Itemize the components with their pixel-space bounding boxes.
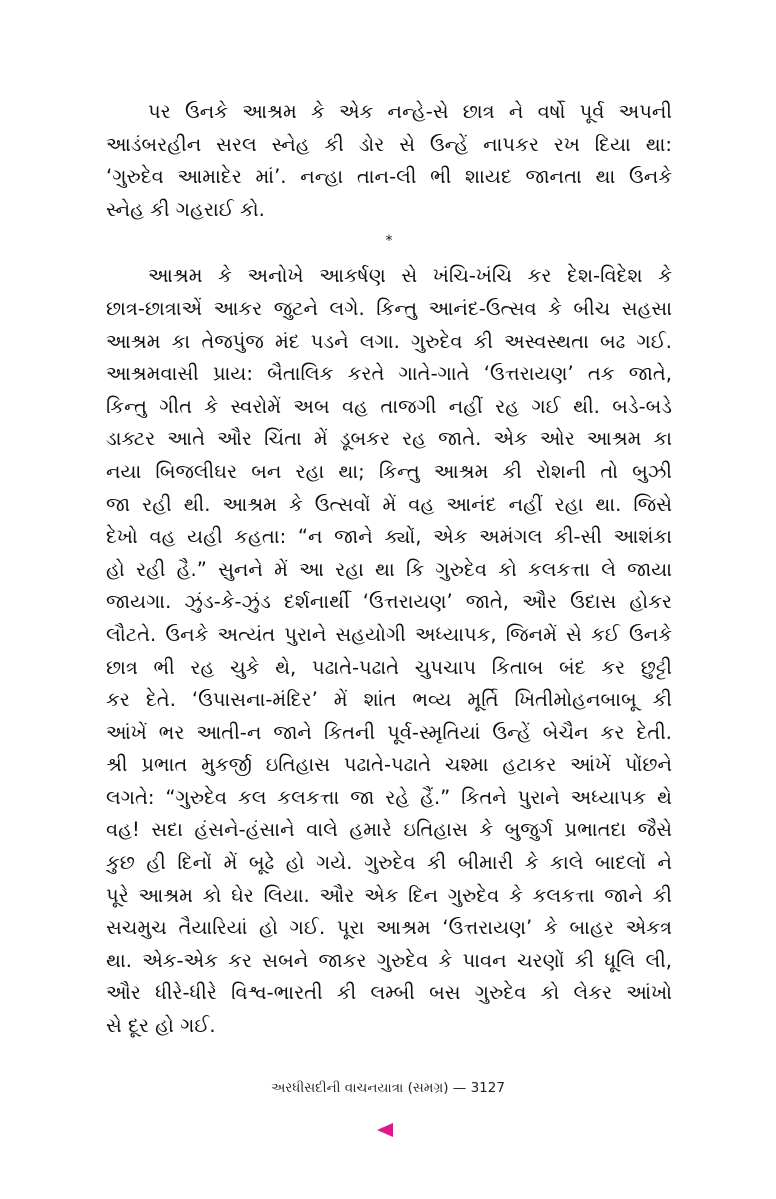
text-line: જાયગા. ઝુંડ-કે-ઝુંડ દર્શનાર્થી ‘ઉત્તરાયણ’ જાતે, ઔર ઉદાસ હોકર xyxy=(106,590,672,614)
text-line: ‘ગુરુદેવ આમાદેર માં’. નન્હા તાન-લી ભી શાયદ જાનતા થા ઉનકે xyxy=(106,165,672,189)
text-line: પર ઉનકે આશ્રમ કે એક નન્હે-સે છાત્ર ને વર્ષો પૂર્વ અપની xyxy=(148,100,672,123)
text-line: સ્નેહ કી ગહરાઈ કો. xyxy=(106,197,265,221)
text-line: નયા બિજલીઘર બન રહા થા; કિન્તુ આશ્રમ કી રોશની તો બુઝી xyxy=(106,459,672,483)
text-line: લગતે: “ગુરુદેવ કલ કલકત્તા જા રહે હૈં.” કિતને પુરાને અધ્યાપક થે xyxy=(106,785,672,809)
page-footer: અરધીસદીની વાચનયાત્રા (સમગ્ર) — 3127 xyxy=(271,1080,505,1096)
text-line: કિન્તુ ગીત કે સ્વરોમેં અબ વહ તાજગી નહીં રહ ગઈ થી. બડે-બડે xyxy=(106,394,672,418)
text-line: થા. એક-એક કર સબને જાકર ગુરુદેવ કે પાવન ચરણોં કી ધૂલિ લી, xyxy=(106,948,672,972)
text-line: પૂરે આશ્રમ કો ઘેર લિયા. ઔર એક દિન ગુરુદેવ કે કલકત્તા જાને કી xyxy=(106,883,672,907)
text-line: દેખો વહ યહી કહતા: “ન જાને ક્યોં, એક અમંગલ કી-સી આશંકા xyxy=(106,525,672,549)
text-line: સે દૂર હો ગઈ. xyxy=(106,1014,216,1038)
text-line: ડાક્ટર આતે ઔર ચિંતા મેં ડૂબકર રહ જાતે. એક ઓર આશ્રમ કા xyxy=(106,427,672,451)
text-line: આશ્રમ કા તેજપુંજ મંદ પડને લગા. ગુરુદેવ કી અસ્વસ્થતા બઢ ગઈ. xyxy=(106,329,672,353)
text-line: હો રહી હૈ.” સુનને મેં આ રહા થા કિ ગુરુદેવ કો કલકત્તા લે જાયા xyxy=(106,557,672,581)
text-line: છાત્ર ભી રહ ચુકે થે, પઢાતે-પઢાતે ચુપચાપ કિતાબ બંદ કર છુટ્ટી xyxy=(106,655,672,679)
page-body xyxy=(106,96,672,1043)
text-line: વહ! સદા હંસને-હંસાને વાલે હમારે ઇતિહાસ કે બુજુર્ગ પ્રભાતદા જૈસે xyxy=(106,818,672,842)
text-line: કર દેતે. ‘ઉપાસના-મંદિર’ મેં શાંત ભવ્ય મૂર્તિ ખિતીમોહનબાબૂ કી xyxy=(106,688,672,712)
text-line: લૌટતે. ઉનકે અત્યંત પુરાને સહયોગી અધ્યાપક, જિનમેં સે કઈ ઉનકે xyxy=(106,622,672,646)
section-separator: * xyxy=(385,233,393,250)
text-line: આડંબરહીન સરલ સ્નેહ કી ડોર સે ઉન્હેં નાપકર રખ દિયા થા: xyxy=(106,132,672,156)
text-line: કુછ હી દિનોં મેં બૂઢે હો ગયે. ગુરુદેવ કી બીમારી કે કાલે બાદલોં ને xyxy=(106,851,672,875)
paragraph-1 xyxy=(106,96,672,226)
text-line: જા રહી થી. આશ્રમ કે ઉત્સવોં મેં વહ આનંદ નહીં રહા થા. જિસે xyxy=(106,492,672,516)
text-line: આંખેં ભર આતી-ન જાને કિતની પૂર્વ-સ્મૃતિયાં ઉન્હેં બેચૈન કર દેતી. xyxy=(106,720,672,744)
text-line: ઔર ધીરે-ધીરે વિશ્વ-ભારતી કી લમ્બી બસ ગુરુદેવ કો લેકર આંખો xyxy=(106,981,672,1005)
previous-page-arrow-icon[interactable] xyxy=(377,1123,393,1137)
text-line: આશ્રમ કે અનોખે આકર્ષણ સે ખંચિ-ખંચિ કર દેશ-વિદેશ કે xyxy=(148,264,672,288)
paragraph-2 xyxy=(106,260,672,1042)
text-line: સચમુચ તૈયારિયાં હો ગઈ. પૂરા આશ્રમ ‘ઉત્તરાયણ’ કે બાહર એકત્ર xyxy=(106,916,672,940)
text-line: છાત્ર-છાત્રાએં આકર જુટને લગે. કિન્તુ આનંદ-ઉત્સવ કે બીચ સહસા xyxy=(106,296,672,320)
text-line: આશ્રમવાસી પ્રાય: બૈતાલિક કરતે ગાતે-ગાતે ‘ઉત્તરાયણ’ તક જાતે, xyxy=(106,362,672,386)
text-line: શ્રી પ્રભાત મુકર્જી ઇતિહાસ પઢાતે-પઢાતે ચશ્મા હટાકર આંખેં પોંછને xyxy=(106,753,672,777)
